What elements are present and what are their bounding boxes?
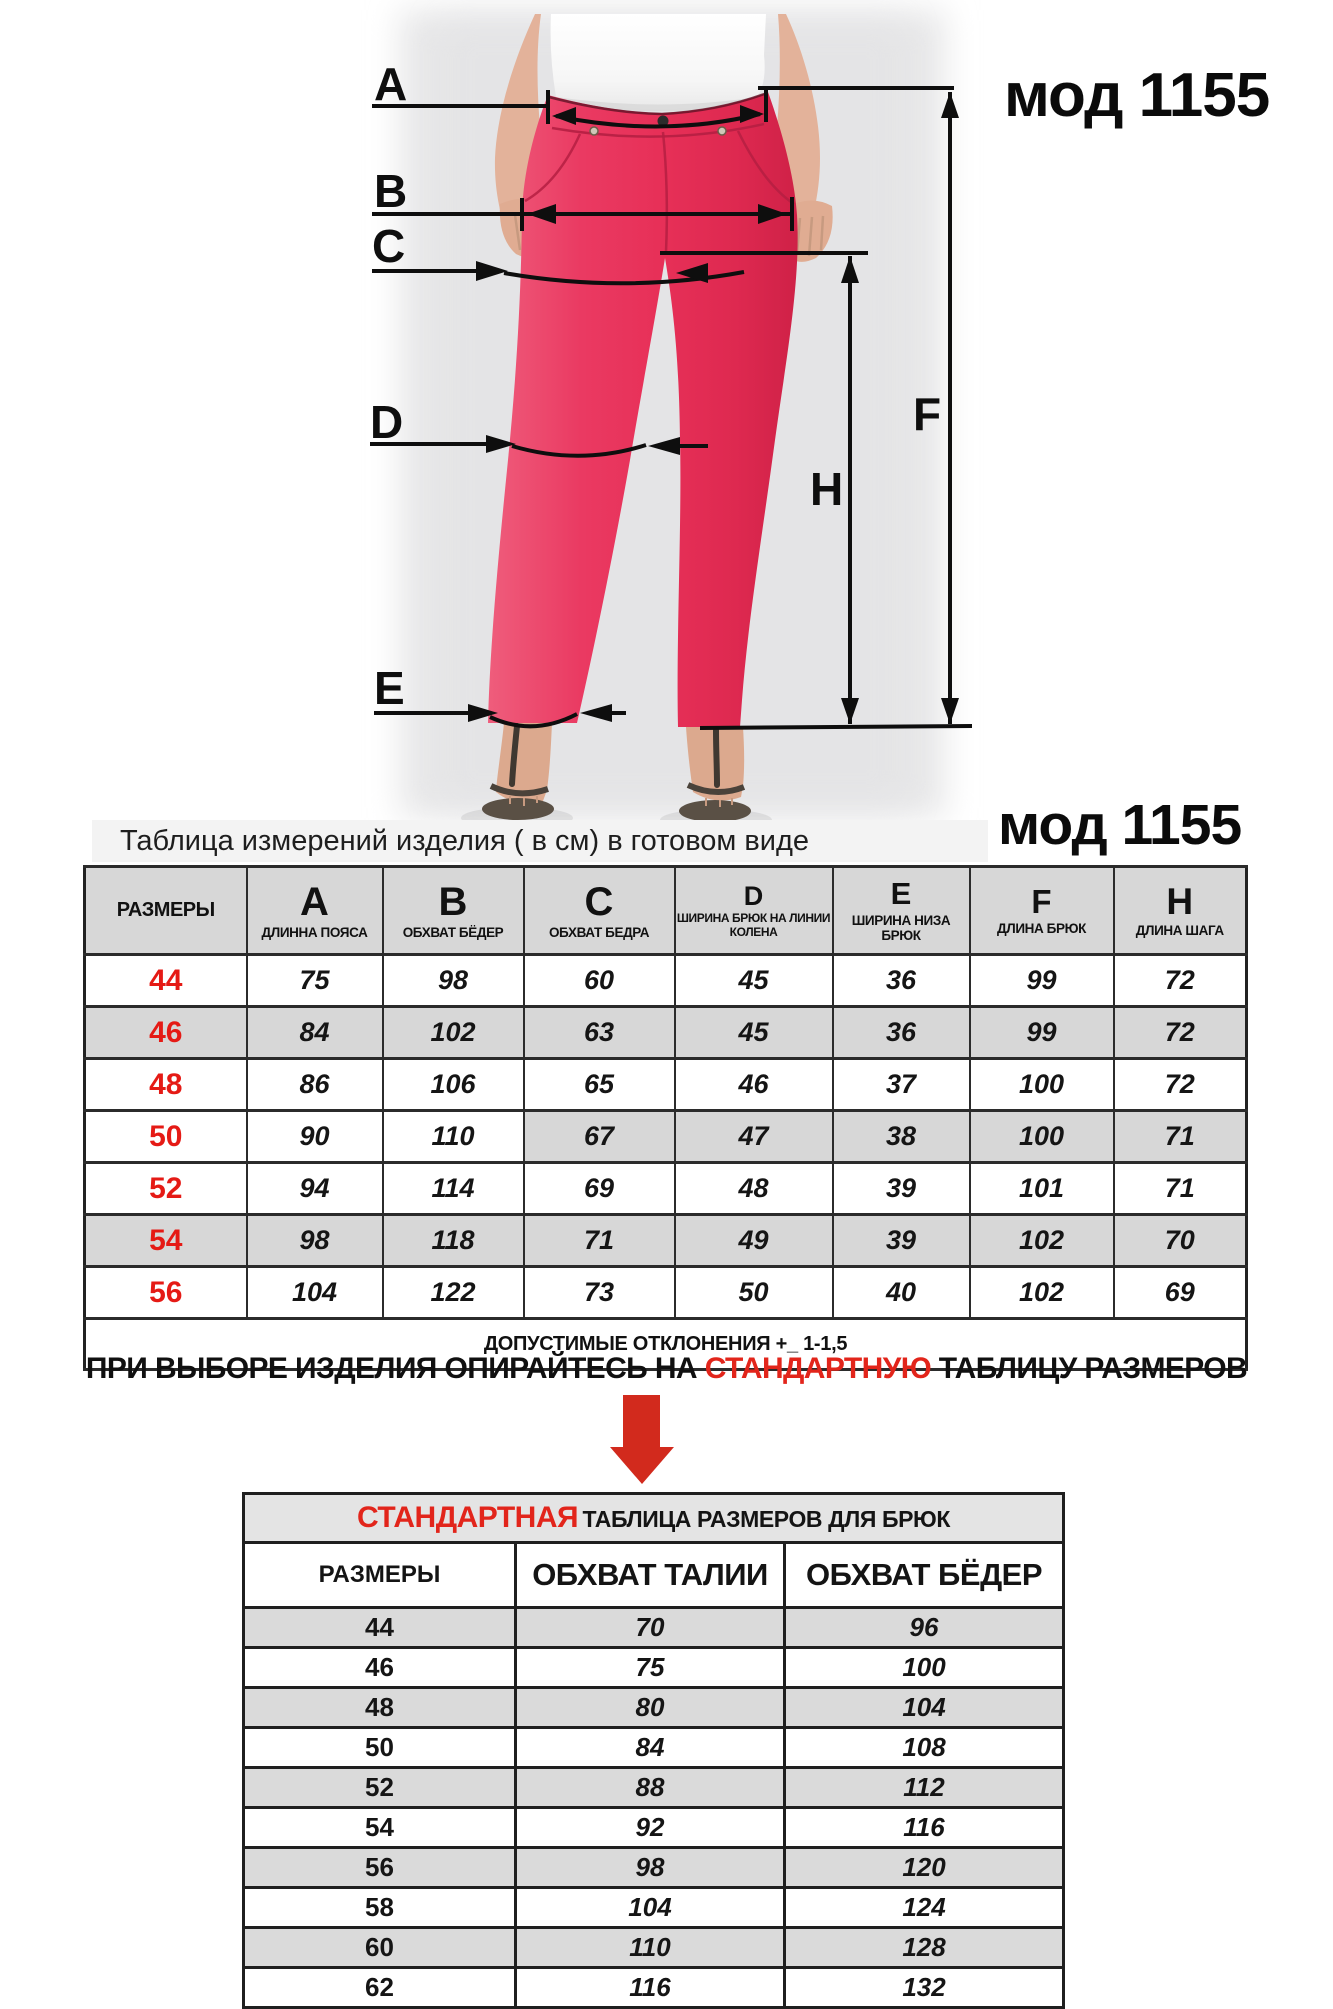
- left-rivet: [590, 127, 598, 135]
- value-cell: 36: [833, 1007, 970, 1059]
- value-cell: 98: [383, 955, 524, 1007]
- table-row: [244, 1968, 1064, 2008]
- table-row: [244, 1888, 1064, 1928]
- model-number-top: мод 1155: [1004, 61, 1270, 130]
- value-cell: 112: [785, 1768, 1064, 1808]
- value-cell: 72: [1114, 1007, 1247, 1059]
- hem-baseline: [700, 726, 972, 728]
- value-cell: 72: [1114, 1059, 1247, 1111]
- measure-label-h: H: [810, 463, 844, 515]
- col-letter: F: [1031, 882, 1052, 920]
- value-cell: 38: [833, 1111, 970, 1163]
- standard-table-title: [244, 1494, 1064, 1543]
- size-cell: 46: [85, 1007, 247, 1059]
- size-cell: 52: [244, 1768, 516, 1808]
- value-cell: 88: [516, 1768, 785, 1808]
- measure-label-a: A: [374, 58, 408, 110]
- measure-label-f: F: [913, 388, 942, 440]
- shirt: [551, 14, 766, 109]
- value-cell: 47: [675, 1111, 833, 1163]
- size-cell: 62: [244, 1968, 516, 2008]
- col-name: ДЛИНА БРЮК: [997, 921, 1086, 937]
- table-row: [85, 1007, 1247, 1059]
- table-row: [244, 1688, 1064, 1728]
- advice-note: [0, 1352, 1333, 1386]
- size-cell: 44: [85, 955, 247, 1007]
- size-cell: 50: [85, 1111, 247, 1163]
- value-cell: 100: [785, 1648, 1064, 1688]
- right-rivet: [718, 127, 726, 135]
- value-cell: 98: [247, 1215, 383, 1267]
- value-cell: 39: [833, 1215, 970, 1267]
- col-letter: E: [890, 876, 912, 912]
- size-cell: 46: [244, 1648, 516, 1688]
- value-cell: 94: [247, 1163, 383, 1215]
- measurements-header-row: [85, 867, 1247, 955]
- size-cell: 48: [244, 1688, 516, 1728]
- standard-header-hips: ОБХВАТ БЁДЕР: [785, 1543, 1064, 1608]
- value-cell: 100: [970, 1059, 1114, 1111]
- table-row: [85, 1215, 1247, 1267]
- header-col-e: [833, 867, 970, 955]
- value-cell: 90: [247, 1111, 383, 1163]
- measurements-table-title: Таблица измерений изделия ( в см) в готовом виде: [92, 820, 988, 862]
- header-col-f: [970, 867, 1114, 955]
- header-col-c: [524, 867, 675, 955]
- table-row: [244, 1728, 1064, 1768]
- value-cell: 116: [785, 1808, 1064, 1848]
- col-name: ДЛИННА ПОЯСА: [261, 924, 368, 940]
- header-col-h: [1114, 867, 1247, 955]
- value-cell: 100: [970, 1111, 1114, 1163]
- standard-table-title-row: [244, 1494, 1064, 1543]
- standard-header-row: [244, 1543, 1064, 1608]
- value-cell: 71: [1114, 1163, 1247, 1215]
- size-cell: 44: [244, 1608, 516, 1648]
- value-cell: 128: [785, 1928, 1064, 1968]
- size-cell: 54: [85, 1215, 247, 1267]
- value-cell: 106: [383, 1059, 524, 1111]
- value-cell: 108: [785, 1728, 1064, 1768]
- value-cell: 99: [970, 1007, 1114, 1059]
- measurements-table: [83, 865, 1248, 1371]
- value-cell: 48: [675, 1163, 833, 1215]
- size-cell: 60: [244, 1928, 516, 1968]
- header-sizes: РАЗМЕРЫ: [85, 867, 247, 955]
- table-row: [85, 1267, 1247, 1319]
- value-cell: 116: [516, 1968, 785, 2008]
- value-cell: 80: [516, 1688, 785, 1728]
- col-name: ОБХВАТ БЁДЕР: [402, 924, 504, 940]
- value-cell: 70: [1114, 1215, 1247, 1267]
- col-letter: H: [1166, 880, 1194, 922]
- value-cell: 99: [970, 955, 1114, 1007]
- col-letter: D: [743, 880, 764, 911]
- table-row: [85, 1059, 1247, 1111]
- value-cell: 102: [383, 1007, 524, 1059]
- value-cell: 37: [833, 1059, 970, 1111]
- value-cell: 75: [516, 1648, 785, 1688]
- measure-label-c: C: [372, 220, 406, 272]
- value-cell: 114: [383, 1163, 524, 1215]
- down-arrow-icon-head: [610, 1447, 674, 1484]
- value-cell: 104: [516, 1888, 785, 1928]
- table-row: [244, 1928, 1064, 1968]
- standard-header-sizes: РАЗМЕРЫ: [244, 1543, 516, 1608]
- value-cell: 84: [516, 1728, 785, 1768]
- value-cell: 46: [675, 1059, 833, 1111]
- advice-suffix: ТАБЛИЦУ РАЗМЕРОВ: [931, 1352, 1248, 1385]
- header-col-d: [675, 867, 833, 955]
- value-cell: 101: [970, 1163, 1114, 1215]
- value-cell: 50: [675, 1267, 833, 1319]
- advice-prefix: ПРИ ВЫБОРЕ ИЗДЕЛИЯ ОПИРАЙТЕСЬ НА: [85, 1352, 705, 1385]
- value-cell: 84: [247, 1007, 383, 1059]
- right-sandal-sole: [679, 800, 751, 822]
- value-cell: 36: [833, 955, 970, 1007]
- value-cell: 122: [383, 1267, 524, 1319]
- model-number-mid: мод 1155: [998, 793, 1242, 857]
- value-cell: 63: [524, 1007, 675, 1059]
- col-letter: A: [300, 879, 329, 924]
- value-cell: 65: [524, 1059, 675, 1111]
- value-cell: 73: [524, 1267, 675, 1319]
- header-col-a: [247, 867, 383, 955]
- value-cell: 71: [524, 1215, 675, 1267]
- standard-table-body: [244, 1608, 1064, 2008]
- col-letter: C: [584, 879, 614, 924]
- down-arrow-icon: [623, 1395, 660, 1448]
- value-cell: 69: [524, 1163, 675, 1215]
- standard-title-rest: ТАБЛИЦА РАЗМЕРОВ ДЛЯ БРЮК: [582, 1506, 951, 1532]
- size-cell: 54: [244, 1808, 516, 1848]
- value-cell: 102: [970, 1215, 1114, 1267]
- value-cell: 102: [970, 1267, 1114, 1319]
- value-cell: 86: [247, 1059, 383, 1111]
- value-cell: 72: [1114, 955, 1247, 1007]
- value-cell: 92: [516, 1808, 785, 1848]
- value-cell: 110: [516, 1928, 785, 1968]
- value-cell: 75: [247, 955, 383, 1007]
- measurements-table-body: [85, 955, 1247, 1319]
- col-name: ШИРИНА НИЗА БРЮК: [851, 912, 951, 943]
- header-col-b: [383, 867, 524, 955]
- table-row: [85, 1163, 1247, 1215]
- table-row: [244, 1848, 1064, 1888]
- col-name: ДЛИНА ШАГА: [1135, 923, 1224, 939]
- size-cell: 58: [244, 1888, 516, 1928]
- value-cell: 40: [833, 1267, 970, 1319]
- standard-title-highlight: СТАНДАРТНАЯ: [357, 1501, 579, 1534]
- size-cell: 52: [85, 1163, 247, 1215]
- value-cell: 120: [785, 1848, 1064, 1888]
- size-cell: 56: [244, 1848, 516, 1888]
- measure-label-e: E: [374, 662, 405, 714]
- value-cell: 45: [675, 1007, 833, 1059]
- value-cell: 39: [833, 1163, 970, 1215]
- measure-label-b: B: [374, 165, 408, 217]
- value-cell: 60: [524, 955, 675, 1007]
- measure-label-d: D: [370, 396, 404, 448]
- value-cell: 67: [524, 1111, 675, 1163]
- size-cell: 48: [85, 1059, 247, 1111]
- value-cell: 69: [1114, 1267, 1247, 1319]
- col-letter: B: [438, 879, 468, 924]
- size-cell: 50: [244, 1728, 516, 1768]
- standard-header-waist: ОБХВАТ ТАЛИИ: [516, 1543, 785, 1608]
- size-cell: 56: [85, 1267, 247, 1319]
- value-cell: 132: [785, 1968, 1064, 2008]
- col-name: ОБХВАТ БЕДРА: [548, 924, 650, 940]
- value-cell: 70: [516, 1608, 785, 1648]
- value-cell: 104: [785, 1688, 1064, 1728]
- tolerance-note: ДОПУСТИМЫЕ ОТКЛОНЕНИЯ +_ 1-1,5: [85, 1319, 1247, 1370]
- value-cell: 49: [675, 1215, 833, 1267]
- value-cell: 110: [383, 1111, 524, 1163]
- standard-size-table: [242, 1492, 1065, 2009]
- table-row: [244, 1768, 1064, 1808]
- table-row: [244, 1808, 1064, 1848]
- value-cell: 104: [247, 1267, 383, 1319]
- value-cell: 98: [516, 1848, 785, 1888]
- advice-highlight: СТАНДАРТНУЮ: [704, 1352, 932, 1385]
- left-sandal-sole: [482, 798, 554, 820]
- value-cell: 96: [785, 1608, 1064, 1648]
- value-cell: 118: [383, 1215, 524, 1267]
- table-row: [244, 1608, 1064, 1648]
- right-sandal-tstrap: [716, 730, 717, 785]
- value-cell: 124: [785, 1888, 1064, 1928]
- table-row: [85, 955, 1247, 1007]
- value-cell: 71: [1114, 1111, 1247, 1163]
- col-name: ШИРИНА БРЮК НА ЛИНИИ КОЛЕНА: [676, 911, 831, 939]
- table-row: [85, 1111, 1247, 1163]
- table-row: [244, 1648, 1064, 1688]
- value-cell: 45: [675, 955, 833, 1007]
